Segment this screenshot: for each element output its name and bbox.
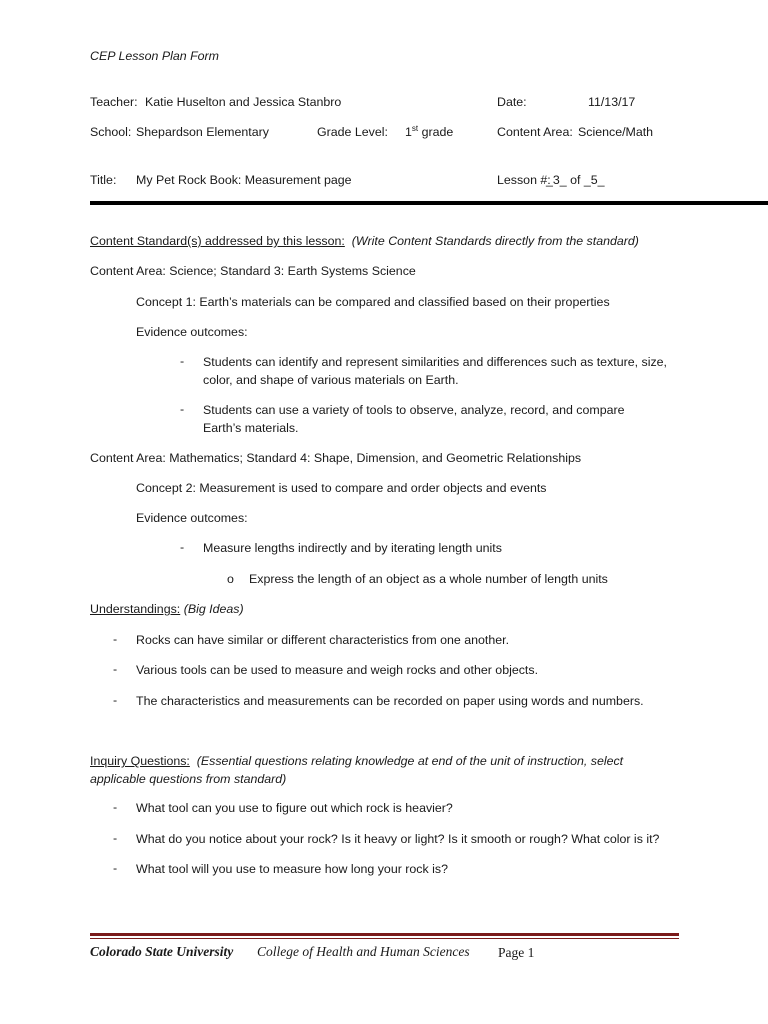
date-label: Date: <box>497 95 527 109</box>
inquiry-heading: Inquiry Questions: <box>90 754 190 768</box>
bullet-dash: - <box>180 402 185 416</box>
content-area-label: Content Area: <box>497 125 573 139</box>
understandings-heading: Understandings: <box>90 602 181 616</box>
school-label: School: <box>90 125 132 139</box>
grade-value <box>405 124 453 140</box>
footer-college: College of Health and Human Sciences <box>257 944 470 959</box>
inquiry-heading-line <box>90 752 650 788</box>
understandings-note: (Big Ideas) <box>183 602 244 616</box>
concept-2: Concept 2: Measurement is used to compare and order objects and events <box>136 481 547 495</box>
understanding-item: Various tools can be used to measure and weigh rocks and other objects. <box>136 663 539 677</box>
grade-suffix: st <box>411 124 419 133</box>
inquiry-item: What tool will you use to measure how long your rock is? <box>136 862 448 876</box>
grade-number: 1 <box>405 125 412 139</box>
evidence-outcomes-1-label: Evidence outcomes: <box>136 325 248 339</box>
inquiry-item: What tool can you use to figure out which rock is heavier? <box>136 801 453 815</box>
evidence-outcomes-2-label: Evidence outcomes: <box>136 511 248 525</box>
bullet-dash: - <box>113 861 118 875</box>
footer-rule-thick <box>90 933 679 936</box>
footer-university: Colorado State University <box>90 944 234 959</box>
content-area-value: Science/Math <box>578 125 654 139</box>
understandings-heading-line <box>90 601 244 617</box>
understanding-item: Rocks can have similar or different characteristics from one another. <box>136 633 510 647</box>
evidence-item-math: Measure lengths indirectly and by iterating length units <box>203 541 502 555</box>
date-value: 11/13/17 <box>588 95 636 109</box>
footer-page-number: Page 1 <box>498 945 535 960</box>
bullet-dash: - <box>113 632 118 646</box>
teacher-value: Katie Huselton and Jessica Stanbro <box>145 95 342 109</box>
title-label: Title: <box>90 173 117 187</box>
bullet-dash: - <box>113 693 118 707</box>
evidence-subitem-math: Express the length of an object as a whole number of length units <box>249 572 608 586</box>
bullet-dash: - <box>113 800 118 814</box>
grade-label: Grade Level: <box>317 125 388 139</box>
footer-rule-thin <box>90 938 679 939</box>
grade-word: grade <box>421 125 454 139</box>
standards-heading: Content Standard(s) addressed by this lesson: <box>90 234 345 248</box>
math-content-area: Content Area: Mathematics; Standard 4: Shape, Dimension, and Geometric Relationships <box>90 451 582 465</box>
bullet-dash: - <box>180 540 185 554</box>
form-title: CEP Lesson Plan Form <box>90 49 220 63</box>
bullet-dash: - <box>180 354 185 368</box>
inquiry-note: (Essential questions relating knowledge at end of the unit of instruction, select applicable questions from standard) <box>90 754 624 786</box>
header-divider <box>90 201 768 205</box>
evidence-item: Students can use a variety of tools to observe, analyze, record, and compare Earth’s materials. <box>203 403 625 435</box>
standards-heading-line <box>90 233 639 249</box>
concept-1: Concept 1: Earth’s materials can be compared and classified based on their properties <box>136 295 610 309</box>
science-content-area: Content Area: Science; Standard 3: Earth Systems Science <box>90 264 416 278</box>
lesson-label: Lesson #: <box>497 173 551 187</box>
teacher-label: Teacher: <box>90 95 138 109</box>
evidence-item: Students can identify and represent similarities and differences such as texture, size, color, and shape of various materials on Earth. <box>203 355 667 387</box>
bullet-dash: - <box>113 662 118 676</box>
lesson-value: _3_ of _5_ <box>546 173 605 187</box>
bullet-dash: - <box>113 831 118 845</box>
bullet-circle: o <box>227 572 234 586</box>
inquiry-item: What do you notice about your rock? Is it heavy or light? Is it smooth or rough? What color is it? <box>136 832 660 846</box>
title-value: My Pet Rock Book: Measurement page <box>136 173 352 187</box>
school-value: Shepardson Elementary <box>136 125 269 139</box>
standards-note: (Write Content Standards directly from the standard) <box>351 234 639 248</box>
understanding-item: The characteristics and measurements can be recorded on paper using words and numbers. <box>136 694 644 708</box>
